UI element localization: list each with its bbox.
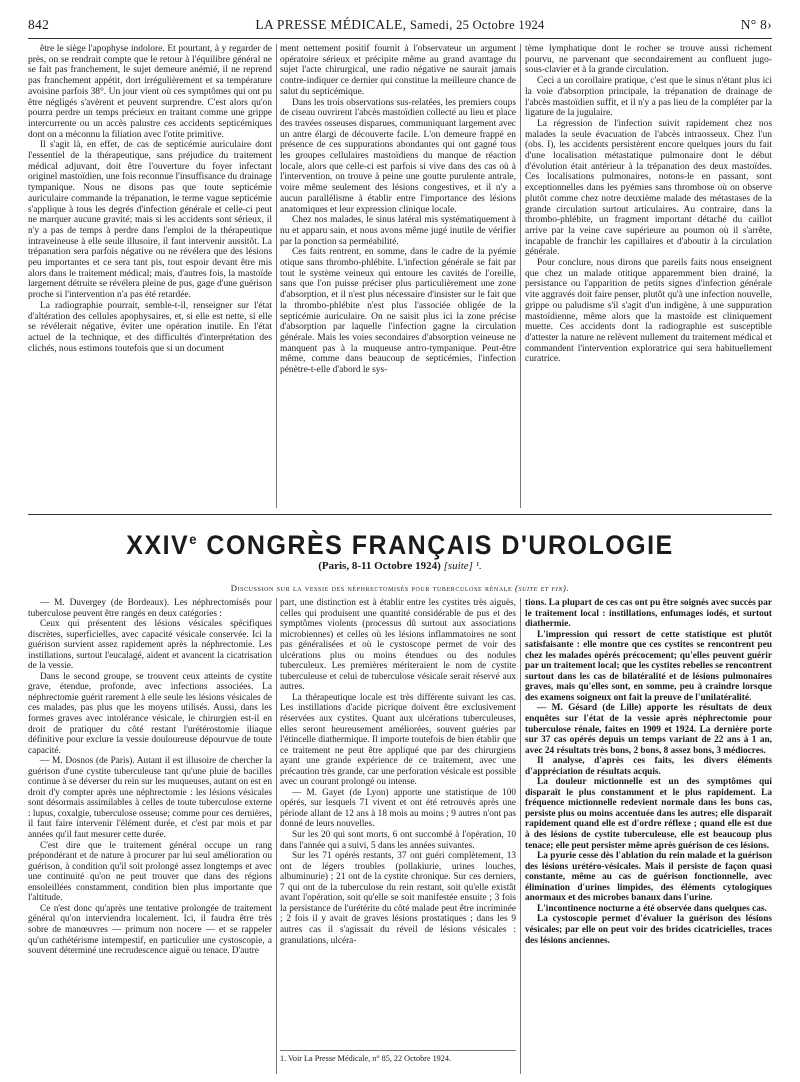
paragraph: Pour conclure, nous dirons que pareils faits nous enseignent que chez un malade otitique apparemment bien drainé, la persistance ou l'apparition de petits signes d'infection générale vite aggravés doit faire penser, plutôt qu'à une infection nouvelle, grippe ou paludisme s'il s'agit d'un indigène, à une suppuration mastoïdienne, même alors que la mastoïde est cliniquement muette. Ces accidents dont la radiographie est susceptible d'attester la nature ne relèvent nullement du traitement médical et commandent l'intervention exploratrice qui sera habituellement curatrice.: [525, 258, 772, 365]
paragraph: Il s'agit là, en effet, de cas de septicémie auriculaire dont l'essentiel de la thérapeutique, sans préjudice du traitement médical adjuvant, doit être l'ouverture du foyer infectant originel mastoïdien, une fois reconnue l'insuffisance du drainage tympanique. Nous ne disons pas que toute septicémie auriculaire commande la trépanation, le terme vague septicémie s'applique à tous les degrés d'infection générale et celle-ci peut ne marquer aucune gravité; mais si les accidents sont sérieux, il n'y a pas de temps à perdre dans l'emploi de la thérapeutique intraveineuse à elle seule illusoire, il faut intervenir aussitôt. La trépanation sera parfois négative ou ne révélera que des lésions peu importantes et ce sera tant pis, tout espoir devant être mis alors dans le traitement médical; mais, d'autres fois, la mastoïde largement détruite se révélera pleine de pus, gage d'une guérison proche si l'intervention n'a pas été retardée.: [28, 140, 272, 301]
paragraph: tème lymphatique dont le rocher se trouve aussi richement pourvu, ne parvenant que secondairement au confluent jugo-sous-clavier et à la grande circulation.: [525, 44, 772, 76]
header-rule: [28, 38, 772, 39]
paragraph: Sur les 71 opérés restants, 37 ont guéri complètement, 13 ont de légers troubles (pollakiurie, urines louches, albuminurie) ; 21 ont de la cystite chronique. Sur ces derniers, 7 qui ont de la tuberculose du rein restant, soit qu'elle existât avant l'opération, soit qu'elle se soit manifestée ensuite ; 3 fois la persistance de l'urétérite du côté malade peut être incriminée ; 2 fois il y avait de graves lésions prostatiques ; dans les 9 autres cas il s'agissait du réveil de lésions vésicales : granulations, ulcéra-: [280, 851, 516, 946]
column-divider: [276, 598, 277, 1074]
congress-report: [28, 598, 772, 1074]
paragraph: Ces faits rentrent, en somme, dans le cadre de la pyémie otique sans thrombo-phlébite. L'infection générale se fait par tout le système veineux qui entoure les cavités de l'oreille, sans que l'on puisse préciser plus particulièrement une zone d'absorption, et il n'est plus nécessaire d'insister sur le fait que la thrombo-phlébite n'est plus l'associée obligée de la septicémie auriculaire. On ne saisit plus ici la zone précise d'absorption par laquelle l'infection gagne la circulation générale. Mais les voies secondaires d'absorption veineuse ne manquent pas à la muqueuse antro-tympanique. Peut-être même, comme dans beaucoup de septicémies, l'infection pénètre-t-elle d'abord le sys-: [280, 247, 516, 376]
paragraph: La thérapeutique locale est très différente suivant les cas. Les instillations d'acide picrique doivent être exclusivement réservées aux cystites. Quant aux ulcérations tuberculeuses, elles seront heureusement améliorées, souvent guéries par l'étincelle diathermique. Il importe toutefois de bien établir que ce traitement ne peut être appliqué que par des chirurgiens ayant une grande expérience de ce traitement, avec une précaution très grande, car une perforation vésicale est possible avec un courant prolongé ou intense.: [280, 692, 516, 788]
paragraph: — M. Duvergey (de Bordeaux). Les néphrectomisés pour tuberculose peuvent être rangés en deux catégories :: [28, 598, 272, 619]
paragraph: ment nettement positif fournit à l'observateur un argument opératoire sérieux et précipite même au grand avantage du sujet l'acte chirurgical, une radio négative ne saurait jamais contre-indiquer ce dernier qui constitue la meilleure chance de salut du septicémique.: [280, 44, 516, 97]
column-divider: [520, 598, 521, 1074]
paragraph: L'incontinence nocturne a été observée dans quelques cas.: [537, 903, 767, 914]
paragraph: La douleur mictionnelle est un des symptômes qui disparaît le plus constamment et le plus rapidement. La fréquence mictionnelle redevient normale dans les bons cas, persiste plus ou moins accentuée dans les autres; elle disparaît rapidement quand elle est d'ordre réflexe ; quand elle est due à des lésions de cystite tuberculeuse, elle est beaucoup plus tenace; elle peut persister même après guérison de ces lésions.: [525, 777, 772, 851]
paragraph: Ceci a un corollaire pratique, c'est que le sinus n'étant plus ici la voie d'absorption principale, la trépanation de drainage de l'abcès mastoïdien suffit, et il n'y a pas lieu de la compléter par la ligature de la jugulaire.: [525, 76, 772, 119]
paragraph: tions. La plupart de ces cas ont pu être soignés avec succès par le traitement local : instillations, enfumages iodés, et surtout diathermie.: [525, 598, 772, 630]
paragraph: Ceux qui présentent des lésions vésicales spécifiques discrètes, superficielles, avec capacité vésicale conservée. Ici la guérison survient assez rapidement après la néphrectomie. Les instillations, surtout l'eucalagé, aident et avancent la cicatrisation de la vessie.: [28, 619, 272, 672]
paragraph: Il analyse, d'après ces faits, les divers éléments d'appréciation de résultats acquis.: [525, 756, 772, 777]
bottom-column-2: [280, 598, 516, 1048]
bottom-column-1: [28, 598, 272, 1074]
paragraph: La pyurie cesse dès l'ablation du rein malade et la guérison des lésions urétéro-vésicales. Mais il persiste de façon quasi constante, même au cas de guérison fonctionnelle, avec élimination d'urines limpides, des éléments cytologiques anormaux et des microbes banaux dans l'urine.: [525, 851, 772, 904]
top-column-2: [280, 44, 516, 508]
issue-number: N° 8›: [740, 17, 772, 32]
paragraph: Chez nos malades, le sinus latéral mis systématiquement à nu et apparu sain, et nous avons même jugé inutile de vérifier par la ponction sa perméabilité.: [280, 215, 516, 247]
page-number: 842: [28, 17, 50, 32]
paragraph: — M. Gayet (de Lyon) apporte une statistique de 100 opérés, sur lesquels 71 vivent et ont été retrouvés après une période allant de 12 ans à 18 mois au moins ; 9 autres n'ont pas donné de leurs nouvelles.: [280, 787, 516, 830]
congress-subtitle: (Paris, 8-11 Octobre 1924) [suite] ¹.: [318, 560, 482, 572]
paragraph: Ce n'est donc qu'après une tentative prolongée de traitement général qu'on interviendra localement. Ici, il faudra être très sobre de manœuvres — primum non nocere — et se rappeler qu'un cathétérisme intempestif, en particulier une cystoscopie, a souvent déterminé une recrudescence aiguë ou tenace. D'autre: [28, 903, 272, 957]
footnote: 1. Voir La Presse Médicale, n° 85, 22 Octobre 1924.: [280, 1050, 516, 1064]
column-divider: [276, 44, 277, 508]
column-divider: [520, 44, 521, 508]
section-rule: [28, 514, 772, 515]
paragraph: être le siège l'apophyse indolore. Et pourtant, à y regarder de près, on se rendrait compte que le retour à l'équilibre général ne se fait pas franchement, le sujet demeure anémié, il ne reprend pas franchement appétit, dort irrégulièrement et sa température avoisine parfois 38°. Un jour vient où ces symptômes qui ont pu être négligés s'avèrent et peuvent surprendre. C'est alors qu'on pourra perdre un temps précieux en traitant comme une grippe intercurrente ou un accès palustre ces accidents septicémiques dont on a méconnu la filiation avec l'otite primitive.: [28, 44, 272, 140]
top-column-1: [28, 44, 272, 508]
top-column-3: [525, 44, 772, 508]
paragraph: — M. Dosnos (de Paris). Autant il est illusoire de chercher la guérison d'une cystite tuberculeuse tant qu'une pluie de bacilles continue à se déverser du rein sur les muqueuses, autant on est en droit d'y compter après une néphrectomie : les lésions vésicales sont désormais assimilables à celles de toute tuberculose externe : lupus, coxalgie, tuberculose osseuse; comme pour ces dernières, il faut faire intervenir l'élément durée, et c'est par mois et par années qu'il faut mesurer cette durée.: [28, 756, 272, 841]
paragraph: Sur les 20 qui sont morts, 6 ont succombé à l'opération, 10 dans l'année qui a suivi, 5 dans les années suivantes.: [280, 830, 516, 851]
paragraph: — M. Gésard (de Lille) apporte les résultats de deux enquêtes sur l'état de la vessie après néphrectomie pour tuberculose rénale, faites en 1909 et 1924. La dernière porte sur 37 cas opérés depuis un temps variant de 22 ans à 1 an, avec 24 résultats très bons, 2 bons, 8 assez bons, 3 médiocres.: [525, 703, 772, 756]
congress-title: XXIVe CONGRÈS FRANÇAIS D'UROLOGIE: [126, 530, 674, 561]
discussion-heading: Discussion sur la vessie des néphrectomisés pour tuberculose rénale (suite et fin).: [230, 583, 570, 593]
paragraph: L'impression qui ressort de cette statistique est plutôt satisfaisante : elle montre que ces cystites se rencontrent peu chez les malades opérés précocement; qu'elles peuvent guérir par un traitement local; que les cystites rebelles se rencontrent surtout dans les cas de bilatéralité et de lésions pulmonaires graves, mais qu'elles sont, en somme, peu à craindre lorsque des examens soigneux ont fait la preuve de l'unilatéralité.: [525, 629, 772, 703]
running-header: [28, 14, 772, 36]
bottom-column-3: [525, 598, 772, 1074]
paragraph: La radiographie pourrait, semble-t-il, renseigner sur l'état d'altération des cellules apophysaires, et, si elle est nette, si elle se révélerait négative, éviter une opération inutile. En l'état actuel de la technique, et des difficultés d'interprétation des clichés, nous estimons toutefois que si un document: [28, 300, 272, 354]
paragraph: Dans le second groupe, se trouvent ceux atteints de cystite grave, étendue, profonde, avec infections associées. La néphrectomie guérit rarement à elle seule les lésions vésicales de ces malades, pas plus que les moyens utilisés. Aussi, dans les formes graves avec intolérance vésicale, le chirurgien est-il en droit de pratiquer du côté restant l'urétérostomie iliaque définitive pour exclure la vessie douloureuse dépourvue de toute capacité.: [28, 671, 272, 756]
paragraph: La cystoscopie permet d'évaluer la guérison des lésions vésicales; par elle on peut voir des brides cicatricielles, traces des lésions anciennes.: [525, 914, 772, 946]
paragraph: La régression de l'infection suivit rapidement chez nos malades la seule évacuation de l'abcès intraosseux. Chez l'un (obs. I), les accidents persistèrent encore quelques jours du fait d'une localisation métastatique pulmonaire dont le début d'évolution était antérieur à la trépanation des deux mastoïdes. Ces localisations pulmonaires, notons-le en passant, sont exceptionnelles dans les pyémies sans thrombose où on observe plutôt comme chez notre deuxième malade des métastases de la grande circulation surtout articulaires. Au contraire, dans la thrombo-phlébite, un fragment important détaché du caillot arrive par la veine cave supérieure au poumon où il s'arrête, incapable de franchir les capillaires et d'aboutir à la circulation générale.: [525, 118, 772, 258]
paragraph: part, une distinction est à établir entre les cystites très aiguës, celles qui produisent une quantité considérable de pus et des symptômes violents (processus dû surtout aux associations microbiennes) et celles où les lésions inflammatoires ne sont pas généralisées et où le cystoscope permet de voir des ulcérations plus ou moins étendues ou des nodules tuberculeux. Les premières mériteraient le nom de cystite tuberculeuse et celui de tuberculose vésicale serait réservé aux autres.: [280, 598, 516, 693]
article-continuation: [28, 44, 772, 508]
paragraph: Dans les trois observations sus-relatées, les premiers coups de ciseau ouvrirent l'abcès mastoïdien collecté au lieu et place des travées osseuses disparues, communiquant largement avec un antre élargi de découverte facile. L'on demeure frappé en présence de ces suppurations abondantes qui ont gagné tous les groupes cellulaires mastoïdiens du manque de réaction locale, alors que celle-ci est parfois si vive dans des cas où à l'intervention, on trouve à peine une goutte purulente antrale, voire même seulement des lésions congestives, et il n'y a aucun parallélisme à établir entre l'importance des lésions anatomiques et leur expression clinique locale.: [280, 97, 516, 215]
paragraph: C'est dire que le traitement général occupe un rang prépondérant et de nature à procurer par lui seul amélioration ou guérison, à condition qu'il soit prolongé assez longtemps et avec une continuité qu'on ne peut trouver que dans des régions ensoleillées constamment, condition bien plus importante que l'altitude.: [28, 840, 272, 904]
journal-name: LA PRESSE MÉDICALE,: [255, 17, 407, 32]
issue-date: Samedi, 25 Octobre 1924: [409, 18, 545, 32]
journal-title: [28, 14, 772, 36]
